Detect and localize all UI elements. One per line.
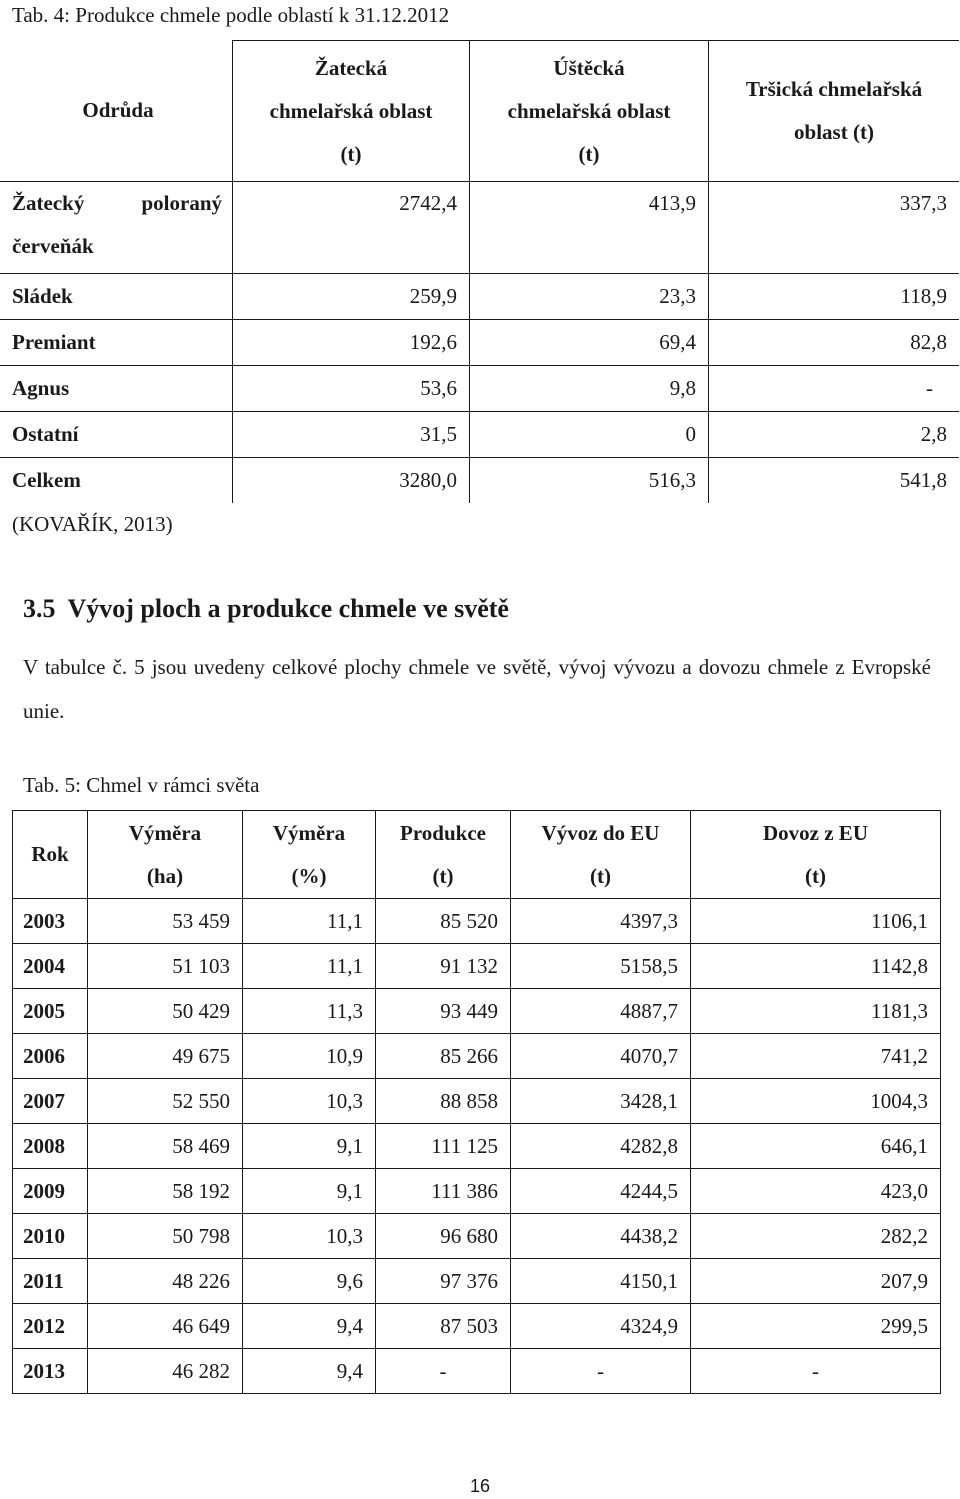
ustek-value: 9,8 <box>470 366 709 412</box>
header-year: Rok <box>13 811 88 899</box>
area-ha-cell: 46 282 <box>88 1349 243 1394</box>
table-row-total <box>0 458 959 504</box>
header-production: Produkce (t) <box>376 811 511 899</box>
table-row <box>13 1169 941 1214</box>
ustek-value: 413,9 <box>470 182 709 274</box>
header-area-pct: Výměra (%) <box>243 811 376 899</box>
section-title: Vývoj ploch a produkce chmele ve světě <box>67 594 509 623</box>
area-ha-cell: 53 459 <box>88 899 243 944</box>
variety-name: Celkem <box>0 458 233 504</box>
production-cell: 96 680 <box>376 1214 511 1259</box>
import-cell: 207,9 <box>691 1259 941 1304</box>
year-cell: 2012 <box>13 1304 88 1349</box>
year-cell: 2007 <box>13 1079 88 1124</box>
import-cell: - <box>691 1349 941 1394</box>
area-pct-cell: 11,3 <box>243 989 376 1034</box>
production-cell: 111 386 <box>376 1169 511 1214</box>
table-row <box>13 989 941 1034</box>
hop-production-by-region-table <box>0 40 959 503</box>
area-ha-cell: 51 103 <box>88 944 243 989</box>
area-ha-cell: 58 469 <box>88 1124 243 1169</box>
year-cell: 2005 <box>13 989 88 1034</box>
zatec-value: 259,9 <box>233 274 470 320</box>
header-variety: Odrůda <box>0 41 233 182</box>
trsice-value: 2,8 <box>709 412 960 458</box>
production-cell: 87 503 <box>376 1304 511 1349</box>
zatec-value: 31,5 <box>233 412 470 458</box>
trsice-value: 337,3 <box>709 182 960 274</box>
production-cell: 85 266 <box>376 1034 511 1079</box>
area-pct-cell: 9,1 <box>243 1124 376 1169</box>
table-row <box>13 899 941 944</box>
table-header-row <box>0 41 959 182</box>
trsice-value: - <box>709 366 960 412</box>
variety-name: Premiant <box>0 320 233 366</box>
import-cell: 1004,3 <box>691 1079 941 1124</box>
export-cell: 4324,9 <box>511 1304 691 1349</box>
table-row <box>13 944 941 989</box>
area-pct-cell: 9,1 <box>243 1169 376 1214</box>
production-cell: - <box>376 1349 511 1394</box>
area-ha-cell: 46 649 <box>88 1304 243 1349</box>
production-cell: 93 449 <box>376 989 511 1034</box>
variety-name: Agnus <box>0 366 233 412</box>
header-zatec-region: Žatecká chmelařská oblast (t) <box>233 41 470 182</box>
production-cell: 88 858 <box>376 1079 511 1124</box>
year-cell: 2009 <box>13 1169 88 1214</box>
export-cell: 4150,1 <box>511 1259 691 1304</box>
ustek-value: 516,3 <box>470 458 709 504</box>
variety-name: Sládek <box>0 274 233 320</box>
production-cell: 111 125 <box>376 1124 511 1169</box>
table-row <box>13 1034 941 1079</box>
table-row <box>13 1259 941 1304</box>
table-4-source: (KOVAŘÍK, 2013) <box>12 512 173 536</box>
table-row <box>0 366 959 412</box>
production-cell: 97 376 <box>376 1259 511 1304</box>
table-row <box>0 412 959 458</box>
variety-name: Žatecký poloraný červeňák <box>0 182 233 274</box>
area-pct-cell: 10,3 <box>243 1079 376 1124</box>
ustek-value: 69,4 <box>470 320 709 366</box>
export-cell: 3428,1 <box>511 1079 691 1124</box>
export-cell: 4397,3 <box>511 899 691 944</box>
area-ha-cell: 58 192 <box>88 1169 243 1214</box>
zatec-value: 3280,0 <box>233 458 470 504</box>
export-cell: 5158,5 <box>511 944 691 989</box>
area-ha-cell: 50 429 <box>88 989 243 1034</box>
area-pct-cell: 9,4 <box>243 1349 376 1394</box>
year-cell: 2004 <box>13 944 88 989</box>
variety-name: Ostatní <box>0 412 233 458</box>
import-cell: 299,5 <box>691 1304 941 1349</box>
table-row <box>13 1304 941 1349</box>
year-cell: 2010 <box>13 1214 88 1259</box>
table-row <box>0 320 959 366</box>
section-paragraph: V tabulce č. 5 jsou uvedeny celkové plochy chmele ve světě, vývoj vývozu a dovozu chmele z Evropské unie. <box>23 655 931 723</box>
import-cell: 282,2 <box>691 1214 941 1259</box>
table-row <box>0 274 959 320</box>
world-hop-table <box>12 810 941 1394</box>
area-pct-cell: 9,6 <box>243 1259 376 1304</box>
import-cell: 1142,8 <box>691 944 941 989</box>
section-heading <box>23 594 509 624</box>
trsice-value: 118,9 <box>709 274 960 320</box>
area-pct-cell: 10,3 <box>243 1214 376 1259</box>
header-trsice-region: Tršická chmelařská oblast (t) <box>709 41 960 182</box>
year-cell: 2006 <box>13 1034 88 1079</box>
header-area-ha: Výměra (ha) <box>88 811 243 899</box>
year-cell: 2003 <box>13 899 88 944</box>
table-row <box>13 1124 941 1169</box>
export-cell: - <box>511 1349 691 1394</box>
zatec-value: 53,6 <box>233 366 470 412</box>
export-cell: 4070,7 <box>511 1034 691 1079</box>
export-cell: 4887,7 <box>511 989 691 1034</box>
import-cell: 1181,3 <box>691 989 941 1034</box>
table-header-row <box>13 811 941 899</box>
production-cell: 85 520 <box>376 899 511 944</box>
area-ha-cell: 48 226 <box>88 1259 243 1304</box>
year-cell: 2008 <box>13 1124 88 1169</box>
import-cell: 1106,1 <box>691 899 941 944</box>
area-ha-cell: 52 550 <box>88 1079 243 1124</box>
table-row <box>0 182 959 274</box>
page-number: 16 <box>469 1476 491 1496</box>
zatec-value: 192,6 <box>233 320 470 366</box>
table-4-caption: Tab. 4: Produkce chmele podle oblastí k 31.12.2012 <box>12 3 450 27</box>
year-cell: 2013 <box>13 1349 88 1394</box>
table-row <box>13 1214 941 1259</box>
zatec-value: 2742,4 <box>233 182 470 274</box>
header-import: Dovoz z EU (t) <box>691 811 941 899</box>
import-cell: 423,0 <box>691 1169 941 1214</box>
table-5-caption: Tab. 5: Chmel v rámci světa <box>23 773 260 797</box>
section-number: 3.5 <box>23 594 56 623</box>
import-cell: 741,2 <box>691 1034 941 1079</box>
area-pct-cell: 9,4 <box>243 1304 376 1349</box>
header-ustek-region: Úštěcká chmelařská oblast (t) <box>470 41 709 182</box>
area-pct-cell: 10,9 <box>243 1034 376 1079</box>
production-cell: 91 132 <box>376 944 511 989</box>
ustek-value: 0 <box>470 412 709 458</box>
export-cell: 4438,2 <box>511 1214 691 1259</box>
table-row <box>13 1349 941 1394</box>
trsice-value: 541,8 <box>709 458 960 504</box>
area-pct-cell: 11,1 <box>243 944 376 989</box>
export-cell: 4282,8 <box>511 1124 691 1169</box>
export-cell: 4244,5 <box>511 1169 691 1214</box>
import-cell: 646,1 <box>691 1124 941 1169</box>
trsice-value: 82,8 <box>709 320 960 366</box>
area-ha-cell: 50 798 <box>88 1214 243 1259</box>
year-cell: 2011 <box>13 1259 88 1304</box>
area-ha-cell: 49 675 <box>88 1034 243 1079</box>
area-pct-cell: 11,1 <box>243 899 376 944</box>
ustek-value: 23,3 <box>470 274 709 320</box>
table-row <box>13 1079 941 1124</box>
header-export: Vývoz do EU (t) <box>511 811 691 899</box>
